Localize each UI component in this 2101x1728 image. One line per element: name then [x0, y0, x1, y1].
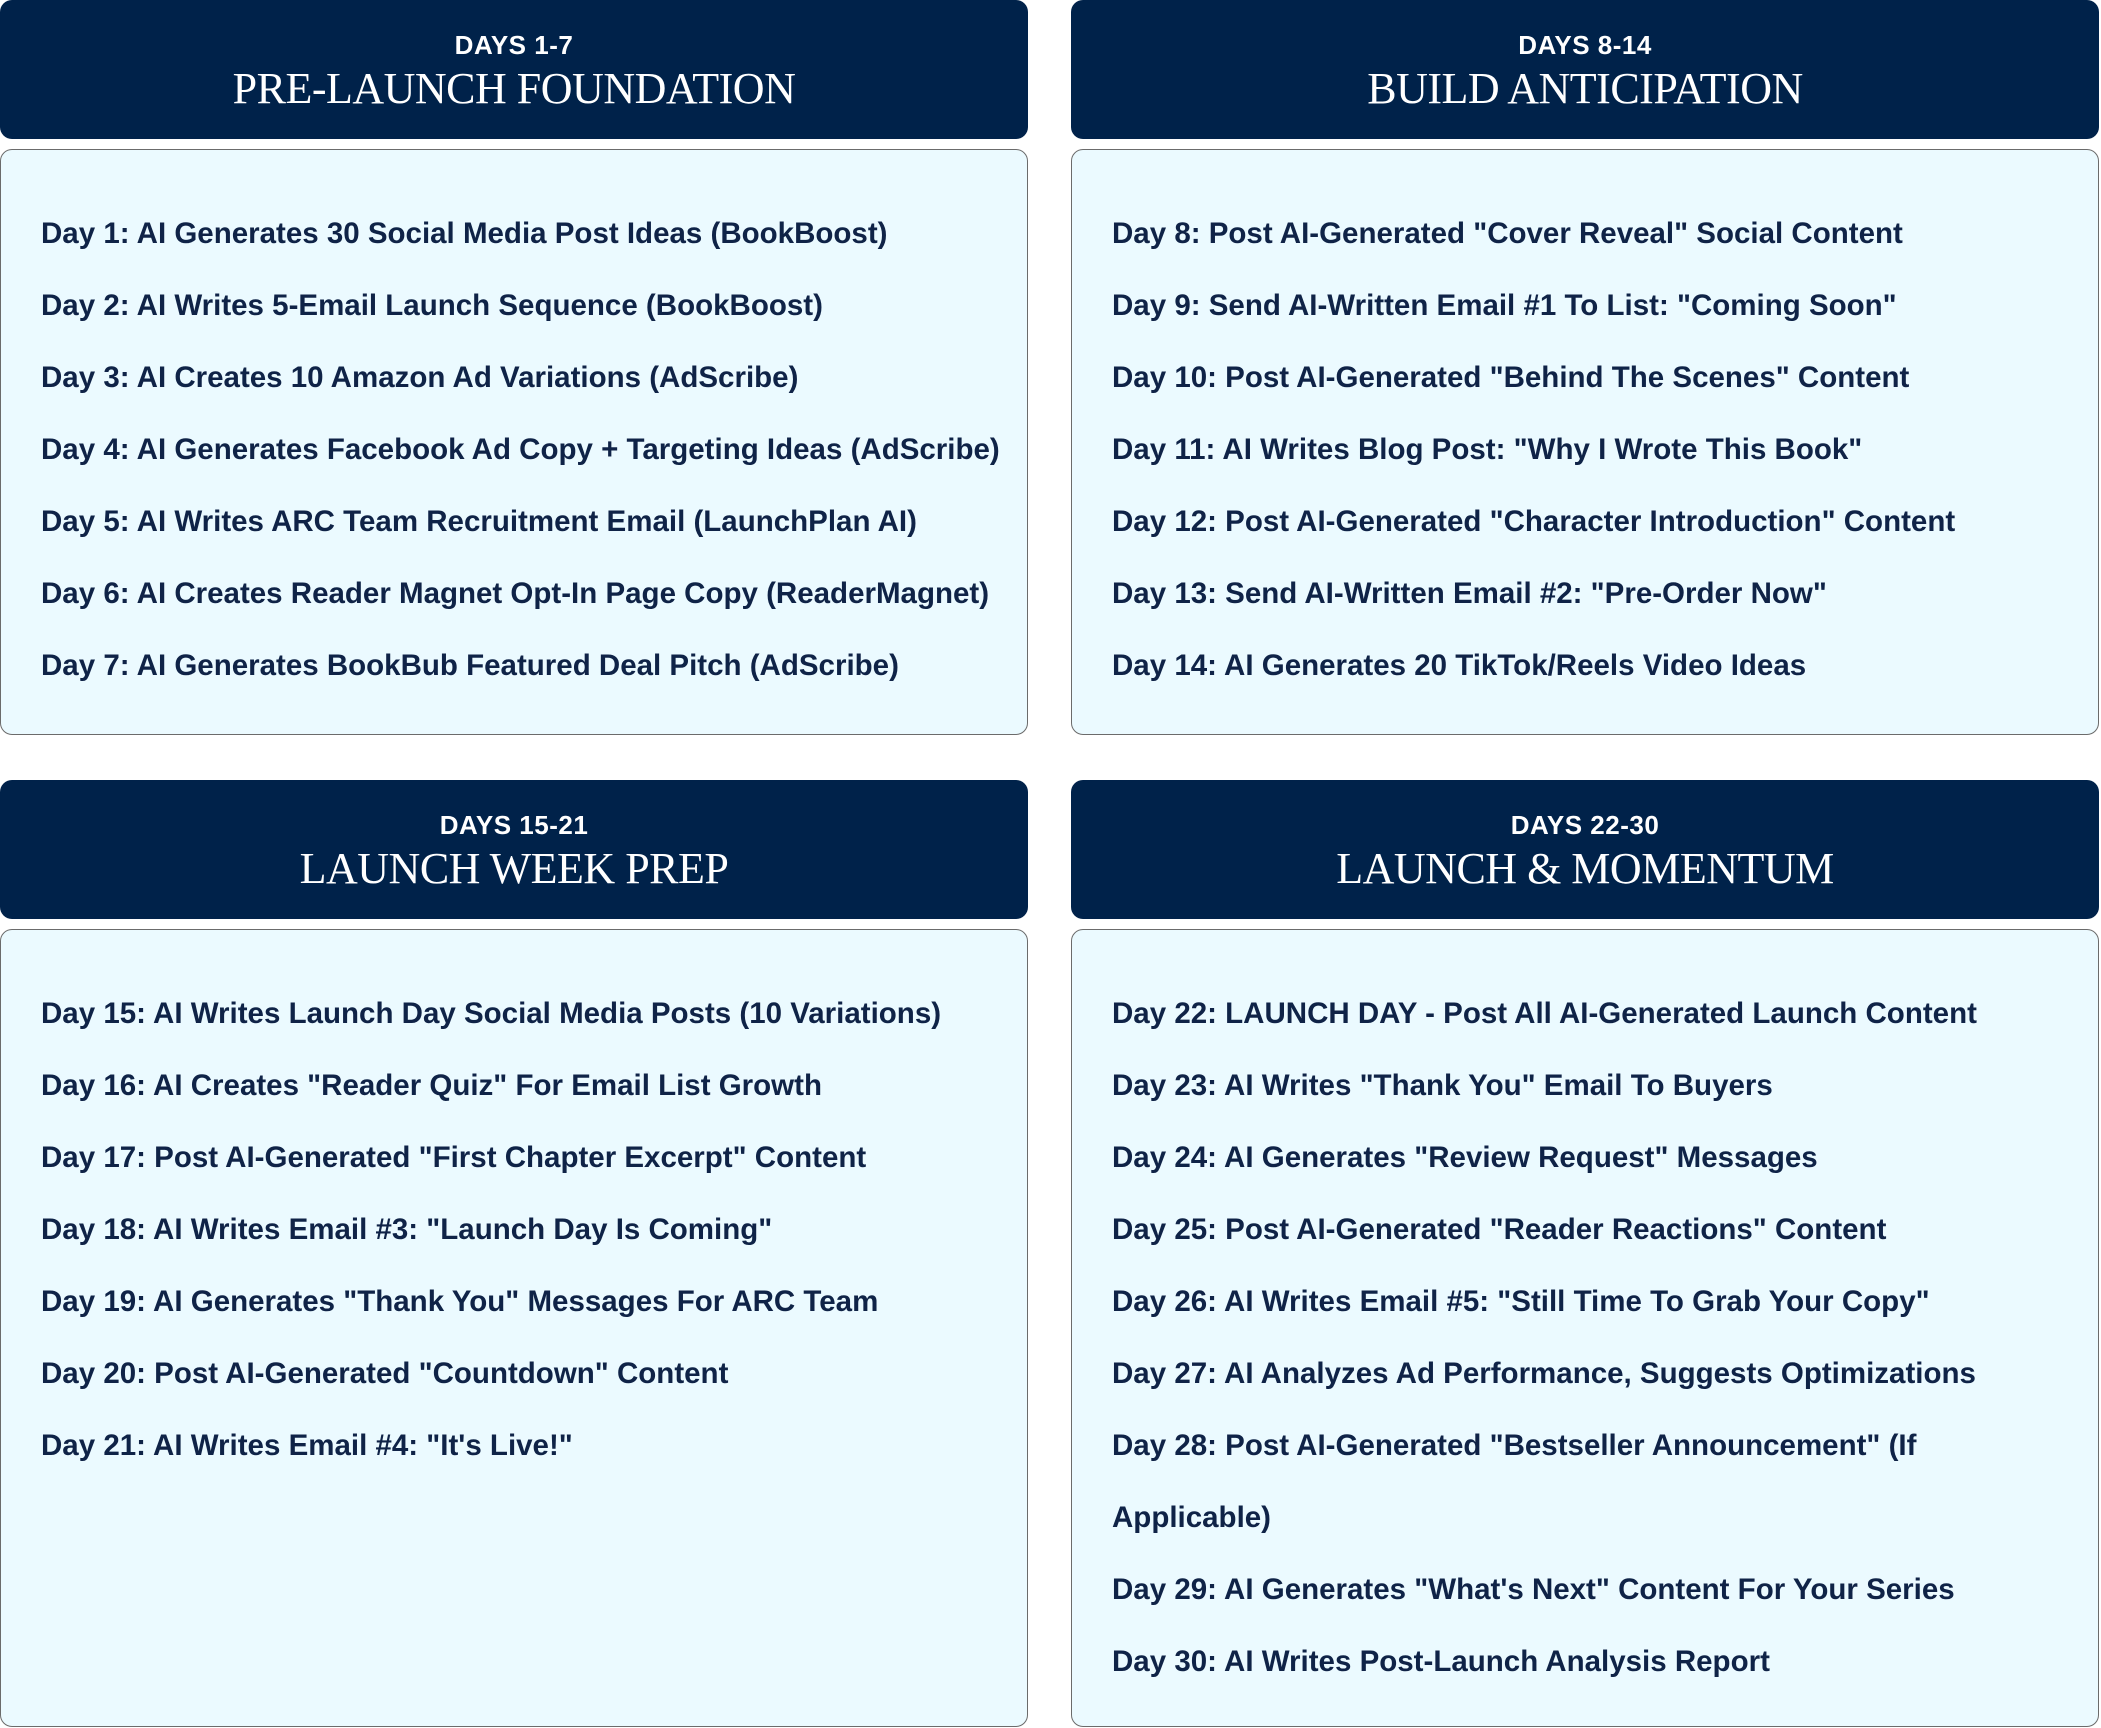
task-item: Day 3: AI Creates 10 Amazon Ad Variations (AdScribe)	[41, 361, 799, 394]
task-item: Day 8: Post AI-Generated "Cover Reveal" Social Content	[1112, 217, 1903, 250]
task-list	[1112, 978, 2074, 1698]
task-item: Day 26: AI Writes Email #5: "Still Time To Grab Your Copy"	[1112, 1285, 1930, 1318]
phase-task-panel	[0, 149, 1028, 735]
task-item: Day 18: AI Writes Email #3: "Launch Day Is Coming"	[41, 1213, 773, 1246]
phase-header	[1071, 780, 2099, 919]
phase-title: PRE-LAUNCH FOUNDATION	[232, 64, 796, 113]
task-item: Day 1: AI Generates 30 Social Media Post Ideas (BookBoost)	[41, 217, 888, 250]
task-item: Day 7: AI Generates BookBub Featured Deal Pitch (AdScribe)	[41, 649, 899, 682]
phase-header	[1071, 0, 2099, 139]
task-item: Day 4: AI Generates Facebook Ad Copy + Targeting Ideas (AdScribe)	[41, 433, 1000, 466]
task-item: Day 23: AI Writes "Thank You" Email To Buyers	[1112, 1069, 1773, 1102]
phase-card-launch-week-prep	[0, 780, 1028, 1727]
task-item: Day 16: AI Creates "Reader Quiz" For Email List Growth	[41, 1069, 822, 1102]
phase-card-pre-launch-foundation	[0, 0, 1028, 735]
task-item: Day 2: AI Writes 5-Email Launch Sequence (BookBoost)	[41, 289, 823, 322]
phase-header	[0, 0, 1028, 139]
task-item: Day 5: AI Writes ARC Team Recruitment Email (LaunchPlan AI)	[41, 505, 917, 538]
task-item: Day 27: AI Analyzes Ad Performance, Suggests Optimizations	[1112, 1357, 1976, 1390]
phase-days-label: DAYS 1-7	[454, 30, 574, 60]
phase-title: LAUNCH & MOMENTUM	[1336, 844, 1834, 893]
task-item: Day 10: Post AI-Generated "Behind The Scenes" Content	[1112, 361, 1910, 394]
task-list	[1112, 198, 2074, 702]
task-item: Day 9: Send AI-Written Email #1 To List: "Coming Soon"	[1112, 289, 1897, 322]
phase-header	[0, 780, 1028, 919]
phase-days-label: DAYS 22-30	[1510, 810, 1660, 840]
task-item: Day 6: AI Creates Reader Magnet Opt-In Page Copy (ReaderMagnet)	[41, 577, 990, 610]
task-item: Day 12: Post AI-Generated "Character Introduction" Content	[1112, 505, 1956, 538]
task-item: Day 30: AI Writes Post-Launch Analysis Report	[1112, 1645, 1770, 1678]
task-item: Day 13: Send AI-Written Email #2: "Pre-Order Now"	[1112, 577, 1827, 610]
task-item: Day 29: AI Generates "What's Next" Content For Your Series	[1112, 1573, 1955, 1606]
phase-task-panel	[0, 929, 1028, 1727]
task-item: Day 15: AI Writes Launch Day Social Media Posts (10 Variations)	[41, 997, 942, 1030]
phase-title: LAUNCH WEEK PREP	[299, 844, 729, 893]
task-item: Day 28: Post AI-Generated "Bestseller Announcement" (If Applicable)	[1112, 1429, 1917, 1534]
phase-task-panel	[1071, 149, 2099, 735]
phase-card-launch-and-momentum	[1071, 780, 2099, 1727]
task-item: Day 17: Post AI-Generated "First Chapter Excerpt" Content	[41, 1141, 867, 1174]
task-item: Day 24: AI Generates "Review Request" Messages	[1112, 1141, 1818, 1174]
phase-task-panel	[1071, 929, 2099, 1727]
task-list	[41, 978, 1003, 1482]
phase-card-build-anticipation	[1071, 0, 2099, 735]
phase-days-label: DAYS 15-21	[439, 810, 589, 840]
task-item: Day 11: AI Writes Blog Post: "Why I Wrote This Book"	[1112, 433, 1863, 466]
task-item: Day 22: LAUNCH DAY - Post All AI-Generated Launch Content	[1112, 997, 1977, 1030]
phase-days-label: DAYS 8-14	[1518, 30, 1652, 60]
task-item: Day 14: AI Generates 20 TikTok/Reels Video Ideas	[1112, 649, 1807, 682]
task-item: Day 19: AI Generates "Thank You" Messages For ARC Team	[41, 1285, 879, 1318]
task-item: Day 25: Post AI-Generated "Reader Reactions" Content	[1112, 1213, 1887, 1246]
phase-title: BUILD ANTICIPATION	[1367, 64, 1803, 113]
task-item: Day 21: AI Writes Email #4: "It's Live!"	[41, 1429, 573, 1462]
task-item: Day 20: Post AI-Generated "Countdown" Content	[41, 1357, 729, 1390]
task-list	[41, 198, 1003, 702]
